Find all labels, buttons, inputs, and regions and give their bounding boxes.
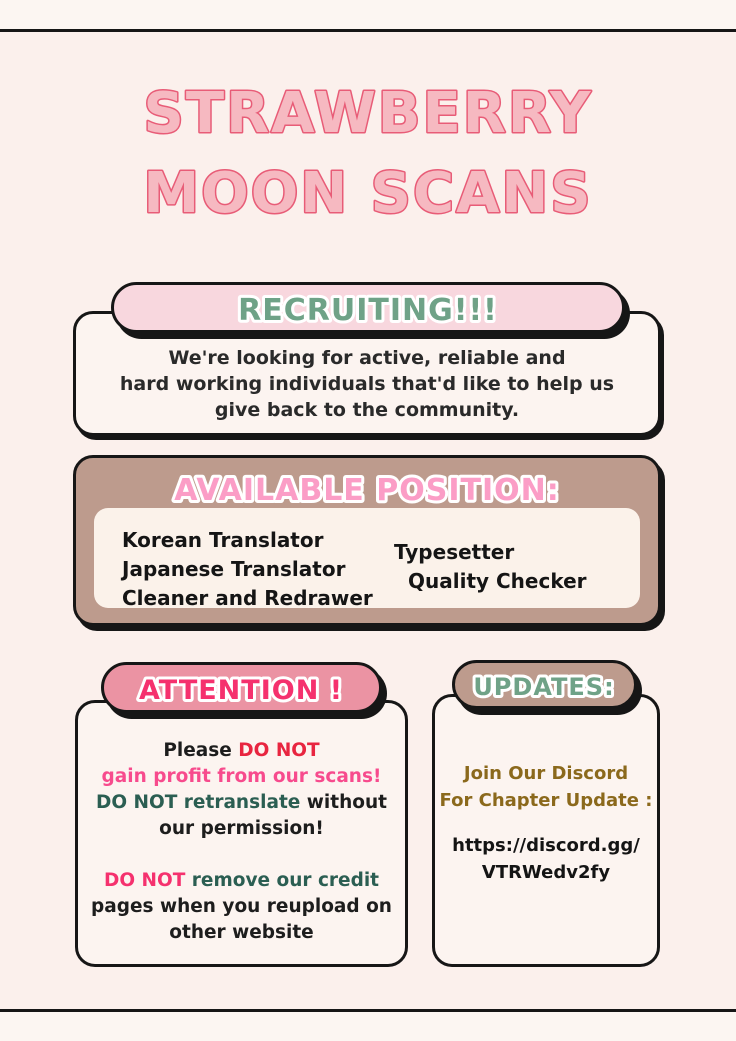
top-divider-line [0, 29, 736, 32]
discord-link [432, 832, 660, 886]
attention-line [75, 738, 408, 764]
attention-our-permission: our permission! [159, 818, 324, 839]
discord-link-line2: VTRWedv2fy [481, 862, 611, 883]
positions-card [73, 455, 661, 626]
updates-invite-line1: Join Our Discord [463, 763, 629, 784]
position-item: Korean Translator [122, 528, 324, 552]
recruiting-heading: RECRUITING!!! [238, 293, 498, 328]
attention-other-website: other website [169, 922, 314, 943]
attention-line [75, 868, 408, 894]
attention-banner [101, 662, 382, 713]
positions-list-left [122, 526, 373, 613]
attention-do-not-red: DO NOT [238, 740, 320, 761]
attention-remove-credit: remove our credit [191, 870, 380, 891]
position-item: Typesetter [394, 540, 515, 564]
bottom-margin-strip [0, 1012, 736, 1041]
positions-list-panel [94, 508, 640, 608]
position-item: Japanese Translator [122, 557, 346, 581]
attention-do-not-retranslate: DO NOT retranslate [96, 792, 301, 813]
attention-paragraph-2 [75, 868, 408, 946]
updates-heading: UPDATES: [473, 673, 615, 701]
attention-line [75, 920, 408, 946]
updates-banner [452, 660, 637, 709]
recruiting-text-line2: hard working individuals that'd like to help us [119, 373, 615, 395]
updates-invite-line2: For Chapter Update : [439, 790, 653, 811]
attention-gain-profit: gain profit from our scans! [101, 766, 382, 787]
attention-pages-line: pages when you reupload on [91, 896, 392, 917]
attention-paragraph-1 [75, 738, 408, 842]
updates-text [432, 760, 660, 886]
position-item: Quality Checker [408, 569, 587, 593]
recruiting-banner [111, 282, 625, 333]
group-title [0, 66, 736, 236]
title-line-1: STRAWBERRY [143, 81, 593, 146]
attention-text [75, 738, 408, 946]
discord-link-line1: https://discord.gg/ [452, 835, 640, 856]
positions-heading: AVAILABLE POSITION: [174, 473, 560, 508]
top-margin-strip [0, 0, 736, 29]
recruiting-text-line3: give back to the community. [214, 399, 520, 421]
title-line-2: MOON SCANS [143, 161, 593, 226]
position-item: Cleaner and Redrawer [122, 586, 373, 610]
attention-line [75, 790, 408, 816]
attention-line [75, 764, 408, 790]
attention-heading: ATTENTION ! [138, 675, 344, 706]
positions-list-right [394, 538, 587, 596]
attention-do-not-pink: DO NOT [103, 870, 186, 891]
recruiting-text-line1: We're looking for active, reliable and [168, 347, 566, 369]
attention-please: Please [163, 740, 232, 761]
attention-line [75, 816, 408, 842]
updates-invite [432, 760, 660, 814]
attention-line [75, 894, 408, 920]
recruiting-text [73, 345, 661, 423]
attention-without: without [306, 792, 387, 813]
